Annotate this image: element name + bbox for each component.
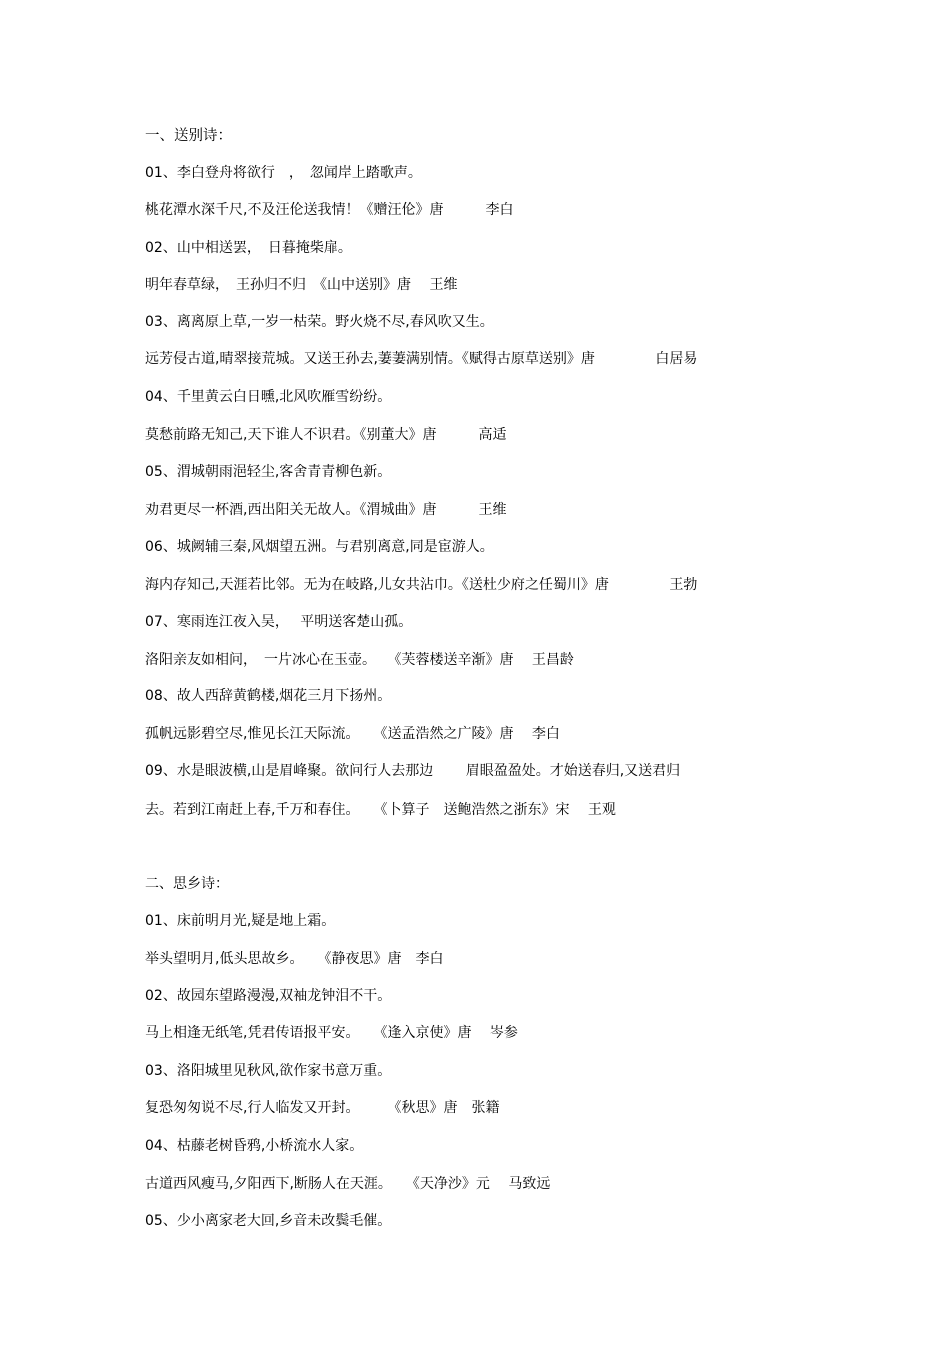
poem-line: 劝君更尽一杯酒,西出阳关无故人。《渭城曲》唐 王维 bbox=[145, 502, 507, 518]
section-heading-farewell: 一、送别诗： bbox=[145, 128, 232, 144]
poem-line: 07、寒雨连江夜入吴， 平明送客楚山孤。 bbox=[145, 614, 413, 630]
poem-line: 08、故人西辞黄鹤楼,烟花三月下扬州。 bbox=[145, 688, 392, 704]
poem-line: 莫愁前路无知己,天下谁人不识君。《别董大》唐 高适 bbox=[145, 427, 507, 443]
poem-line: 远芳侵古道,晴翠接荒城。又送王孙去,萋萋满别情。《赋得古原草送别》唐 白居易 bbox=[145, 351, 698, 367]
poem-line: 古道西风瘦马,夕阳西下,断肠人在天涯。 《天净沙》元 马致远 bbox=[145, 1176, 551, 1192]
poem-line: 洛阳亲友如相问， 一片冰心在玉壶。 《芙蓉楼送辛渐》唐 王昌龄 bbox=[145, 652, 574, 668]
poem-line: 复恐匆匆说不尽,行人临发又开封。 《秋思》唐 张籍 bbox=[145, 1100, 500, 1116]
poem-line: 明年春草绿， 王孙归不归 《山中送别》唐 王维 bbox=[145, 277, 458, 293]
poem-line: 09、水是眼波横,山是眉峰聚。欲问行人去那边 眉眼盈盈处。才始送春归,又送君归 bbox=[145, 763, 681, 779]
poem-line: 03、洛阳城里见秋风,欲作家书意万重。 bbox=[145, 1063, 392, 1079]
poem-line: 01、床前明月光,疑是地上霜。 bbox=[145, 913, 336, 929]
poem-line: 马上相逢无纸笔,凭君传语报平安。 《逢入京使》唐 岑参 bbox=[145, 1025, 518, 1041]
poem-line: 02、故园东望路漫漫,双袖龙钟泪不干。 bbox=[145, 988, 392, 1004]
poem-line: 06、城阙辅三秦,风烟望五洲。与君别离意,同是宦游人。 bbox=[145, 539, 494, 555]
poem-line: 海内存知己,天涯若比邻。无为在岐路,儿女共沾巾。《送杜少府之任蜀川》唐 王勃 bbox=[145, 577, 698, 593]
poem-line: 01、李白登舟将欲行 ， 忽闻岸上踏歌声。 bbox=[145, 165, 422, 181]
poem-line: 孤帆远影碧空尽,惟见长江天际流。 《送孟浩然之广陵》唐 李白 bbox=[145, 726, 560, 742]
poem-line: 04、千里黄云白日曛,北风吹雁雪纷纷。 bbox=[145, 389, 392, 405]
poem-line: 桃花潭水深千尺,不及汪伦送我情！《赠汪伦》唐 李白 bbox=[145, 202, 514, 218]
poem-line: 03、离离原上草,一岁一枯荣。野火烧不尽,春风吹又生。 bbox=[145, 314, 494, 330]
poem-line: 05、渭城朝雨浥轻尘,客舍青青柳色新。 bbox=[145, 464, 392, 480]
section-heading-homesick: 二、思乡诗： bbox=[145, 876, 229, 892]
poem-line: 04、枯藤老树昏鸦,小桥流水人家。 bbox=[145, 1138, 364, 1154]
poem-line: 05、少小离家老大回,乡音未改鬓毛催。 bbox=[145, 1213, 392, 1229]
poem-line: 举头望明月,低头思故乡。 《静夜思》唐 李白 bbox=[145, 951, 444, 967]
poem-line: 去。若到江南赶上春,千万和春住。 《卜算子 送鲍浩然之浙东》宋 王观 bbox=[145, 802, 616, 818]
poem-line: 02、山中相送罢， 日暮掩柴扉。 bbox=[145, 240, 352, 256]
